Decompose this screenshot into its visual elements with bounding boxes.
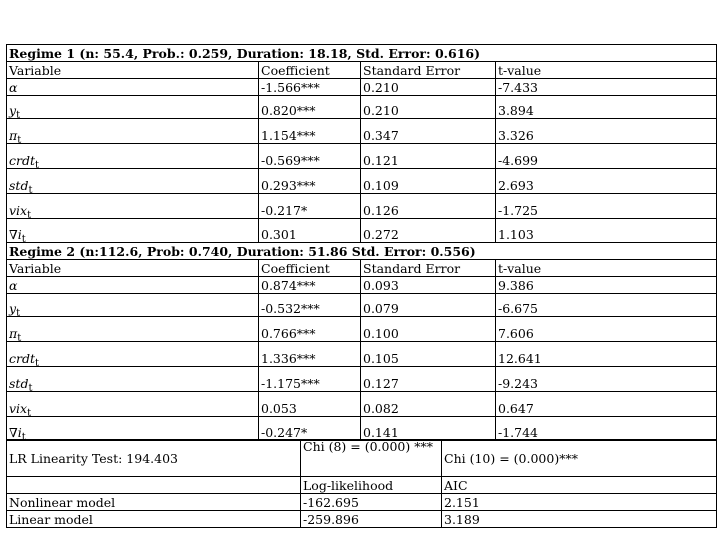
standard-error-cell: 0.100 (361, 317, 496, 342)
linear-model-label: Linear model (7, 511, 301, 528)
nonlinear-aic: 2.151 (442, 494, 717, 511)
coefficient-cell: 0.766*** (259, 317, 361, 342)
table-row (7, 96, 717, 119)
table-row (7, 342, 717, 367)
coefficient-cell: 1.154*** (259, 119, 361, 144)
variable-cell: vix$_t$ (7, 194, 259, 219)
table-row (7, 294, 717, 317)
coefficient-cell: -0.247* (259, 417, 361, 441)
col-standard-error: Standard Error (361, 260, 496, 277)
regime1-column-header-row (7, 62, 717, 79)
t-value-cell: 0.647 (496, 392, 717, 417)
col-coefficient: Coefficient (259, 62, 361, 79)
t-value-cell: -7.433 (496, 79, 717, 96)
table-row (7, 194, 717, 219)
variable-cell: $\nabla i_t$ (7, 219, 259, 243)
table-row (7, 511, 717, 528)
t-value-cell: 7.606 (496, 317, 717, 342)
table-row (7, 79, 717, 96)
empty-cell (7, 477, 301, 494)
regime2-column-header-row (7, 260, 717, 277)
table-row (7, 277, 717, 294)
variable-cell: $y_t$ (7, 294, 259, 317)
standard-error-cell: 0.210 (361, 96, 496, 119)
col-coefficient: Coefficient (259, 260, 361, 277)
standard-error-cell: 0.141 (361, 417, 496, 441)
regime2-header: Regime 2 (n:112.6, Prob: 0.740, Duration: 51.86 Std. Error: 0.556) (7, 243, 717, 260)
col-log-likelihood: Log-likelihood (301, 477, 442, 494)
lr-test-label: LR Linearity Test: 194.403 (7, 440, 301, 477)
t-value-cell: -1.744 (496, 417, 717, 441)
coefficient-cell: 0.293*** (259, 169, 361, 194)
t-value-cell: 12.641 (496, 342, 717, 367)
table-row (7, 169, 717, 194)
t-value-cell: 3.326 (496, 119, 717, 144)
nonlinear-loglik: -162.695 (301, 494, 442, 511)
standard-error-cell: 0.272 (361, 219, 496, 243)
standard-error-cell: 0.093 (361, 277, 496, 294)
variable-cell: std$_t$ (7, 367, 259, 392)
lr-test-row (7, 440, 717, 477)
standard-error-cell: 0.127 (361, 367, 496, 392)
table-row (7, 392, 717, 417)
col-aic: AIC (442, 477, 717, 494)
coefficient-cell: 0.820*** (259, 96, 361, 119)
coefficient-cell: -0.569*** (259, 144, 361, 169)
linear-loglik: -259.896 (301, 511, 442, 528)
col-standard-error: Standard Error (361, 62, 496, 79)
table-row (7, 494, 717, 511)
regression-results-table (6, 44, 717, 441)
standard-error-cell: 0.105 (361, 342, 496, 367)
standard-error-cell: 0.109 (361, 169, 496, 194)
table-row (7, 219, 717, 243)
standard-error-cell: 0.082 (361, 392, 496, 417)
col-t-value: t-value (496, 62, 717, 79)
variable-cell: α (7, 79, 259, 96)
coefficient-cell: -0.217* (259, 194, 361, 219)
linearity-test-table (6, 439, 717, 528)
standard-error-cell: 0.347 (361, 119, 496, 144)
t-value-cell: -4.699 (496, 144, 717, 169)
t-value-cell: 1.103 (496, 219, 717, 243)
variable-cell: $y_t$ (7, 96, 259, 119)
coefficient-cell: -0.532*** (259, 294, 361, 317)
variable-cell: α (7, 277, 259, 294)
model-fit-header-row (7, 477, 717, 494)
linear-aic: 3.189 (442, 511, 717, 528)
table-row (7, 367, 717, 392)
variable-cell: $\pi_t$ (7, 317, 259, 342)
coefficient-cell: 1.336*** (259, 342, 361, 367)
t-value-cell: -9.243 (496, 367, 717, 392)
regime1-header-row (7, 45, 717, 62)
col-t-value: t-value (496, 260, 717, 277)
coefficient-cell: 0.874*** (259, 277, 361, 294)
variable-cell: crdt$_t$ (7, 342, 259, 367)
chi10-cell: Chi (10) = (0.000)*** (442, 440, 717, 477)
col-variable: Variable (7, 62, 259, 79)
coefficient-cell: -1.566*** (259, 79, 361, 96)
coefficient-cell: 0.053 (259, 392, 361, 417)
coefficient-cell: 0.301 (259, 219, 361, 243)
col-variable: Variable (7, 260, 259, 277)
table-row (7, 119, 717, 144)
standard-error-cell: 0.126 (361, 194, 496, 219)
t-value-cell: 3.894 (496, 96, 717, 119)
variable-cell: vix$_t$ (7, 392, 259, 417)
variable-cell: std$_t$ (7, 169, 259, 194)
standard-error-cell: 0.210 (361, 79, 496, 96)
variable-cell: crdt$_t$ (7, 144, 259, 169)
standard-error-cell: 0.079 (361, 294, 496, 317)
table-row (7, 317, 717, 342)
nonlinear-model-label: Nonlinear model (7, 494, 301, 511)
t-value-cell: 2.693 (496, 169, 717, 194)
table-row (7, 417, 717, 441)
variable-cell: $\pi_t$ (7, 119, 259, 144)
standard-error-cell: 0.121 (361, 144, 496, 169)
regime2-header-row (7, 243, 717, 260)
coefficient-cell: -1.175*** (259, 367, 361, 392)
t-value-cell: 9.386 (496, 277, 717, 294)
t-value-cell: -1.725 (496, 194, 717, 219)
chi8-cell: Chi (8) = (0.000) *** (301, 440, 442, 477)
table-row (7, 144, 717, 169)
regime1-header: Regime 1 (n: 55.4, Prob.: 0.259, Duration: 18.18, Std. Error: 0.616) (7, 45, 717, 62)
variable-cell: $\nabla i_t$ (7, 417, 259, 441)
t-value-cell: -6.675 (496, 294, 717, 317)
